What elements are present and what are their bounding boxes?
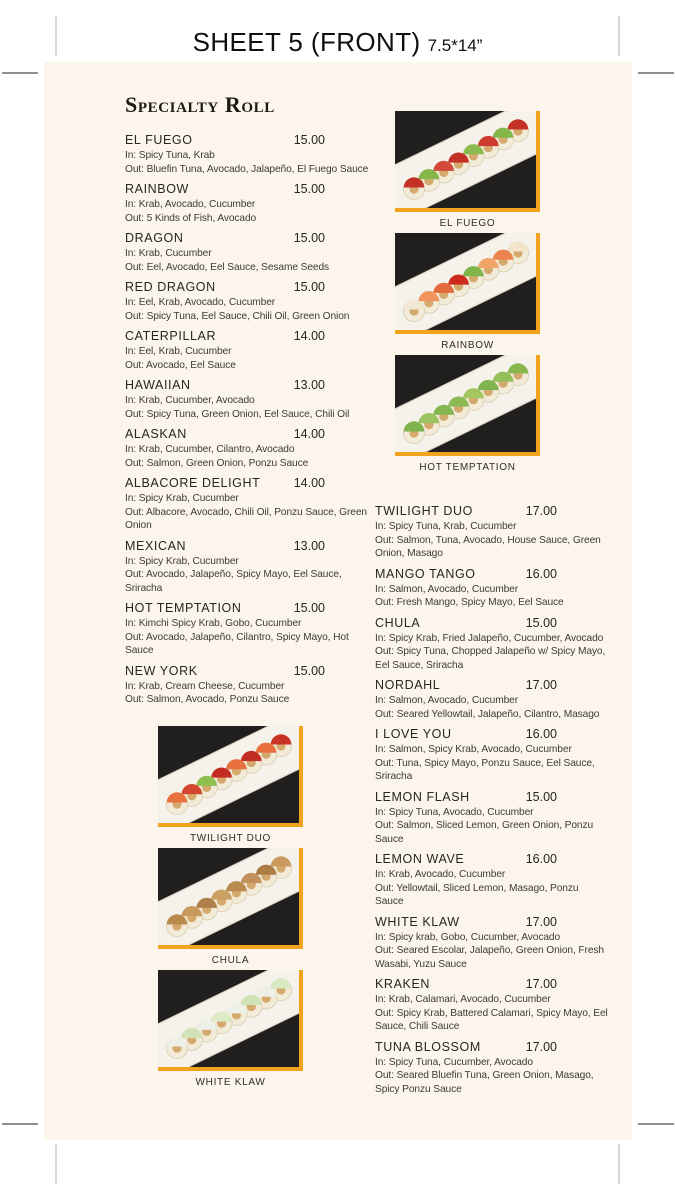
- item-price: 16.00: [525, 852, 557, 866]
- menu-item-row: [125, 230, 325, 246]
- dish-photo-figure: [395, 355, 540, 474]
- menu-item-row: [375, 789, 557, 805]
- menu-item-row: [375, 976, 557, 992]
- item-price: 15.00: [293, 182, 325, 196]
- item-ingredients-in: In: Spicy Krab, Cucumber: [125, 555, 239, 567]
- item-price: 14.00: [293, 476, 325, 490]
- menu-item: [375, 615, 609, 673]
- photo-caption: WHITE KLAW: [195, 1077, 266, 1088]
- sheet-title: [0, 27, 675, 58]
- crop-mark-top-left-h: [2, 72, 38, 74]
- item-ingredients-in: In: Eel, Krab, Avocado, Cucumber: [125, 297, 276, 308]
- item-price: 14.00: [293, 329, 325, 343]
- item-ingredients-in: In: Spicy Tuna, Krab: [125, 150, 215, 161]
- menu-item-row: [375, 566, 557, 582]
- menu-item: [375, 1039, 609, 1097]
- item-name: RAINBOW: [125, 182, 189, 196]
- item-name: WHITE KLAW: [375, 914, 460, 929]
- dish-photo-figure: [158, 970, 303, 1089]
- item-price: 13.00: [293, 538, 325, 553]
- menu-item: [375, 851, 609, 909]
- item-name: NORDAHL: [375, 678, 441, 692]
- sushi-plate-photo: [395, 111, 540, 212]
- crop-mark-bottom-left-v: [55, 1144, 57, 1184]
- item-price: 15.00: [293, 133, 325, 147]
- item-ingredients-out: Out: Salmon, Avocado, Ponzu Sauce: [125, 694, 290, 705]
- menu-item-row: [375, 677, 557, 693]
- item-name: RED DRAGON: [125, 280, 216, 294]
- item-name: TWILIGHT DUO: [375, 504, 473, 518]
- item-name: MANGO TANGO: [375, 566, 476, 581]
- item-name: KRAKEN: [375, 977, 431, 991]
- item-name: ALBACORE DELIGHT: [125, 476, 261, 490]
- item-ingredients-in: In: Spicy Tuna, Avocado, Cucumber: [375, 806, 534, 818]
- item-name: ALASKAN: [125, 427, 187, 441]
- item-ingredients-in: In: Krab, Avocado, Cucumber: [125, 199, 256, 210]
- sheet-title-text: SHEET 5 (FRONT): [192, 27, 421, 57]
- menu-item-row: [375, 503, 557, 519]
- item-price: 17.00: [525, 678, 557, 692]
- menu-item-row: [125, 279, 325, 295]
- item-ingredients-out: Out: 5 Kinds of Fish, Avocado: [125, 212, 257, 224]
- item-ingredients-in: In: Krab, Cucumber, Cilantro, Avocado: [125, 444, 295, 455]
- item-ingredients-out: Out: Seared Bluefin Tuna, Green Onion, Masago, Spicy Ponzu Sauce: [375, 1070, 594, 1095]
- item-ingredients-in: In: Krab, Cucumber, Avocado: [125, 395, 255, 406]
- item-ingredients-out: Out: Spicy Krab, Battered Calamari, Spicy Mayo, Eel Sauce, Chili Sauce: [375, 1007, 608, 1032]
- menu-item: [125, 475, 375, 533]
- menu-item: [125, 181, 375, 225]
- photo-caption: EL FUEGO: [439, 218, 496, 229]
- menu-item: [125, 132, 375, 176]
- menu-item-row: [125, 377, 325, 393]
- menu-item: [125, 230, 375, 274]
- item-ingredients-out: Out: Spicy Tuna, Chopped Jalapeño w/ Spicy Mayo, Eel Sauce, Sriracha: [375, 646, 606, 671]
- menu-item-row: [375, 851, 557, 867]
- item-ingredients-in: In: Spicy krab, Gobo, Cucumber, Avocado: [375, 931, 561, 943]
- menu-item-row: [125, 181, 325, 197]
- item-ingredients-out: Out: Seared Yellowtail, Jalapeño, Cilantro, Masago: [375, 708, 600, 720]
- menu-item-row: [125, 426, 325, 442]
- item-name: I LOVE YOU: [375, 727, 452, 741]
- item-ingredients-out: Out: Yellowtail, Sliced Lemon, Masago, Ponzu Sauce: [375, 882, 579, 907]
- item-price: 15.00: [293, 663, 325, 678]
- item-ingredients-out: Out: Albacore, Avocado, Chili Oil, Ponzu Sauce, Green Onion: [125, 506, 367, 531]
- menu-item-row: [375, 1039, 557, 1055]
- sushi-plate-photo: [395, 355, 540, 456]
- menu-item-row: [375, 615, 557, 631]
- item-ingredients-out: Out: Spicy Tuna, Eel Sauce, Chili Oil, Green Onion: [125, 310, 350, 322]
- item-price: 17.00: [525, 504, 557, 518]
- item-ingredients-in: In: Salmon, Spicy Krab, Avocado, Cucumber: [375, 744, 572, 755]
- crop-mark-bottom-right-v: [618, 1144, 620, 1184]
- menu-item: [125, 426, 375, 470]
- dish-photo-figure: [395, 111, 540, 230]
- item-ingredients-in: In: Eel, Krab, Cucumber: [125, 346, 232, 357]
- item-ingredients-in: In: Krab, Avocado, Cucumber: [375, 869, 506, 880]
- menu-item: [375, 914, 609, 972]
- item-price: 17.00: [525, 914, 557, 929]
- item-price: 16.00: [525, 727, 557, 741]
- item-name: EL FUEGO: [125, 133, 193, 147]
- item-ingredients-out: Out: Salmon, Tuna, Avocado, House Sauce, Green Onion, Masago: [375, 534, 601, 559]
- menu-item: [375, 726, 609, 784]
- menu-page: [44, 62, 632, 1140]
- item-ingredients-out: Out: Salmon, Green Onion, Ponzu Sauce: [125, 457, 309, 469]
- item-name: DRAGON: [125, 231, 184, 245]
- item-ingredients-in: In: Spicy Tuna, Krab, Cucumber: [375, 521, 517, 532]
- item-name: HAWAIIAN: [125, 378, 191, 392]
- item-ingredients-in: In: Spicy Krab, Cucumber: [125, 493, 239, 504]
- menu-item: [125, 600, 375, 658]
- photo-caption: HOT TEMPTATION: [419, 462, 516, 473]
- menu-item-row: [125, 538, 325, 554]
- right-photos-column: [395, 111, 540, 477]
- item-ingredients-out: Out: Avocado, Jalapeño, Cilantro, Spicy Mayo, Hot Sauce: [125, 631, 349, 656]
- left-items-column: [125, 132, 375, 712]
- item-price: 15.00: [293, 231, 325, 245]
- item-ingredients-in: In: Kimchi Spicy Krab, Gobo, Cucumber: [125, 618, 302, 629]
- item-price: 15.00: [293, 280, 325, 294]
- item-ingredients-out: Out: Bluefin Tuna, Avocado, Jalapeño, El Fuego Sauce: [125, 163, 369, 175]
- item-ingredients-out: Out: Fresh Mango, Spicy Mayo, Eel Sauce: [375, 597, 564, 608]
- item-price: 13.00: [293, 378, 325, 392]
- menu-item-row: [125, 328, 325, 344]
- sushi-plate-photo: [158, 970, 303, 1071]
- menu-item: [375, 789, 609, 847]
- menu-item-row: [375, 726, 557, 742]
- item-name: LEMON WAVE: [375, 852, 465, 866]
- item-price: 16.00: [525, 566, 557, 581]
- item-ingredients-out: Out: Tuna, Spicy Mayo, Ponzu Sauce, Eel Sauce, Sriracha: [375, 757, 595, 782]
- item-name: HOT TEMPTATION: [125, 601, 242, 615]
- item-name: LEMON FLASH: [375, 789, 470, 804]
- item-ingredients-in: In: Krab, Cream Cheese, Cucumber: [125, 680, 285, 692]
- photo-caption: CHULA: [211, 955, 250, 966]
- sushi-plate-photo: [158, 726, 303, 827]
- item-price: 15.00: [525, 615, 557, 630]
- item-price: 15.00: [293, 601, 325, 615]
- crop-mark-top-right-h: [638, 72, 674, 74]
- menu-item-row: [125, 600, 325, 616]
- sheet-dimensions: 7.5*14”: [427, 36, 483, 55]
- right-items-column: [375, 503, 609, 1101]
- item-ingredients-out: Out: Seared Escolar, Jalapeño, Green Onion, Fresh Wasabi, Yuzu Sauce: [375, 945, 604, 970]
- item-ingredients-out: Out: Avocado, Eel Sauce: [125, 359, 236, 371]
- sushi-plate-photo: [395, 233, 540, 334]
- dish-photo-figure: [158, 726, 303, 845]
- menu-item-row: [375, 914, 557, 930]
- item-name: TUNA BLOSSOM: [375, 1039, 481, 1054]
- item-ingredients-in: In: Salmon, Avocado, Cucumber: [375, 695, 519, 706]
- menu-item: [375, 503, 609, 561]
- item-name: MEXICAN: [125, 538, 187, 553]
- item-ingredients-in: In: Salmon, Avocado, Cucumber: [375, 583, 519, 595]
- item-name: NEW YORK: [125, 663, 198, 678]
- item-name: CHULA: [375, 615, 421, 630]
- left-photos-column: [158, 726, 303, 1092]
- menu-item: [125, 279, 375, 323]
- sushi-plate-photo: [158, 848, 303, 949]
- menu-item-row: [125, 132, 325, 148]
- dish-photo-figure: [395, 233, 540, 352]
- menu-item-row: [125, 663, 325, 679]
- item-ingredients-out: Out: Avocado, Jalapeño, Spicy Mayo, Eel Sauce, Sriracha: [125, 569, 342, 594]
- item-ingredients-in: In: Spicy Krab, Fried Jalapeño, Cucumber, Avocado: [375, 632, 604, 644]
- crop-mark-bottom-right-h: [638, 1123, 674, 1125]
- item-ingredients-out: Out: Eel, Avocado, Eel Sauce, Sesame Seeds: [125, 261, 330, 273]
- menu-heading: Specialty Roll: [125, 92, 275, 117]
- item-name: CATERPILLAR: [125, 329, 217, 343]
- menu-item: [125, 538, 375, 596]
- dish-photo-figure: [158, 848, 303, 967]
- menu-item: [125, 663, 375, 707]
- photo-caption: TWILIGHT DUO: [190, 833, 271, 844]
- menu-item: [375, 976, 609, 1034]
- item-price: 17.00: [525, 1039, 557, 1054]
- menu-item-row: [125, 475, 325, 491]
- menu-item: [125, 328, 375, 372]
- item-price: 15.00: [525, 789, 557, 804]
- item-price: 14.00: [293, 427, 325, 441]
- item-ingredients-in: In: Krab, Cucumber: [125, 248, 212, 259]
- item-ingredients-out: Out: Spicy Tuna, Green Onion, Eel Sauce, Chili Oil: [125, 408, 350, 420]
- menu-item: [375, 566, 609, 610]
- crop-mark-bottom-left-h: [2, 1123, 38, 1125]
- item-ingredients-in: In: Spicy Tuna, Cucumber, Avocado: [375, 1056, 533, 1068]
- menu-item: [375, 677, 609, 721]
- item-price: 17.00: [525, 977, 557, 991]
- photo-caption: RAINBOW: [441, 340, 494, 351]
- item-ingredients-out: Out: Salmon, Sliced Lemon, Green Onion, Ponzu Sauce: [375, 820, 594, 845]
- item-ingredients-in: In: Krab, Calamari, Avocado, Cucumber: [375, 994, 551, 1005]
- menu-item: [125, 377, 375, 421]
